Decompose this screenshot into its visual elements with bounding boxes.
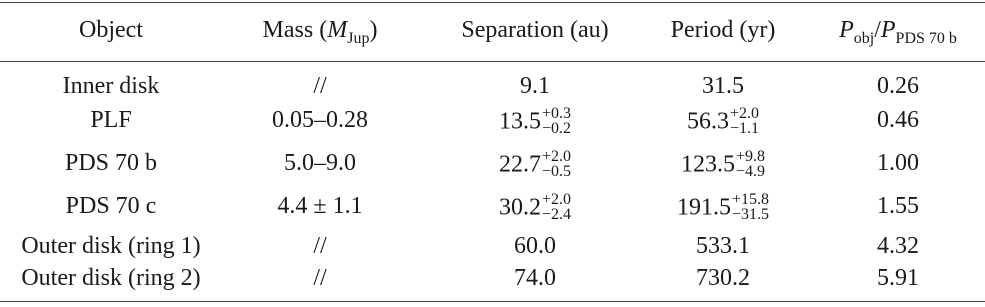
cell-period: 533.1: [696, 233, 750, 259]
header-mass-symbol: M: [327, 17, 348, 43]
value: 123.5: [680, 151, 735, 178]
uncertainty: [732, 192, 769, 222]
value: 56.3: [686, 108, 729, 135]
lower-error: −31.5: [731, 206, 770, 223]
upper-error: +0.3: [541, 105, 572, 122]
uncertainty: [736, 149, 765, 179]
cell-ratio: 1.55: [877, 193, 919, 219]
header-ratio-slash: /: [874, 17, 881, 43]
cell-ratio: 5.91: [877, 265, 919, 291]
header-ratio-p1: P: [839, 17, 854, 43]
cell-separation: 60.0: [514, 233, 556, 259]
upper-error: +2.0: [729, 105, 760, 122]
value: 13.5: [498, 108, 541, 135]
top-rule: [0, 2, 985, 3]
cell-period: [680, 148, 766, 181]
cell-ratio: 4.32: [877, 233, 919, 259]
lower-error: −1.1: [729, 120, 760, 137]
header-separation: Separation (au): [461, 17, 609, 43]
upper-error: +9.8: [735, 148, 766, 165]
cell-object: Outer disk (ring 2): [21, 265, 201, 291]
cell-mass: 0.05–0.28: [272, 107, 368, 133]
cell-separation: [498, 105, 572, 138]
lower-error: −0.2: [541, 120, 572, 137]
uncertainty: [542, 149, 571, 179]
cell-ratio: 0.46: [877, 107, 919, 133]
bottom-rule: [0, 301, 985, 302]
header-ratio-p2: P: [880, 17, 896, 43]
cell-mass: 5.0–9.0: [284, 150, 356, 176]
uncertainty: [730, 106, 759, 136]
header-object: Object: [79, 17, 143, 43]
cell-separation: 9.1: [520, 73, 550, 99]
cell-mass: //: [313, 73, 327, 99]
value: 191.5: [676, 194, 731, 221]
uncertainty: [542, 106, 571, 136]
lower-error: −0.5: [541, 163, 572, 180]
header-ratio: [839, 18, 957, 45]
header-mass-suffix: ): [369, 17, 378, 43]
cell-object: Outer disk (ring 1): [21, 233, 201, 259]
upper-error: +15.8: [731, 191, 770, 208]
lower-error: −2.4: [541, 206, 572, 223]
uncertainty: [542, 192, 571, 222]
lower-error: −4.9: [735, 163, 766, 180]
header-period: Period (yr): [670, 17, 776, 43]
cell-period: [676, 191, 770, 224]
cell-mass: 4.4 ± 1.1: [277, 193, 363, 219]
header-mass-prefix: Mass (: [262, 17, 328, 43]
cell-mass: //: [313, 265, 327, 291]
value: 22.7: [498, 151, 541, 178]
header-mass-sub: Jup: [347, 30, 370, 47]
header-mass: [263, 18, 378, 45]
cell-period: [686, 105, 760, 138]
cell-period: 730.2: [696, 265, 750, 291]
cell-object: PDS 70 b: [64, 150, 158, 176]
cell-separation: [498, 148, 572, 181]
header-ratio-sub2: PDS 70 b: [895, 30, 957, 47]
header-rule: [0, 61, 985, 62]
header-ratio-sub1: obj: [853, 30, 875, 47]
value: 30.2: [498, 194, 541, 221]
cell-separation: [498, 191, 572, 224]
upper-error: +2.0: [541, 191, 572, 208]
cell-object: PLF: [90, 107, 132, 133]
cell-ratio: 0.26: [877, 73, 919, 99]
upper-error: +2.0: [541, 148, 572, 165]
cell-object: PDS 70 c: [65, 193, 157, 219]
cell-separation: 74.0: [514, 265, 556, 291]
cell-period: 31.5: [702, 73, 744, 99]
cell-object: Inner disk: [62, 73, 160, 99]
cell-ratio: 1.00: [877, 150, 919, 176]
cell-mass: //: [313, 233, 327, 259]
